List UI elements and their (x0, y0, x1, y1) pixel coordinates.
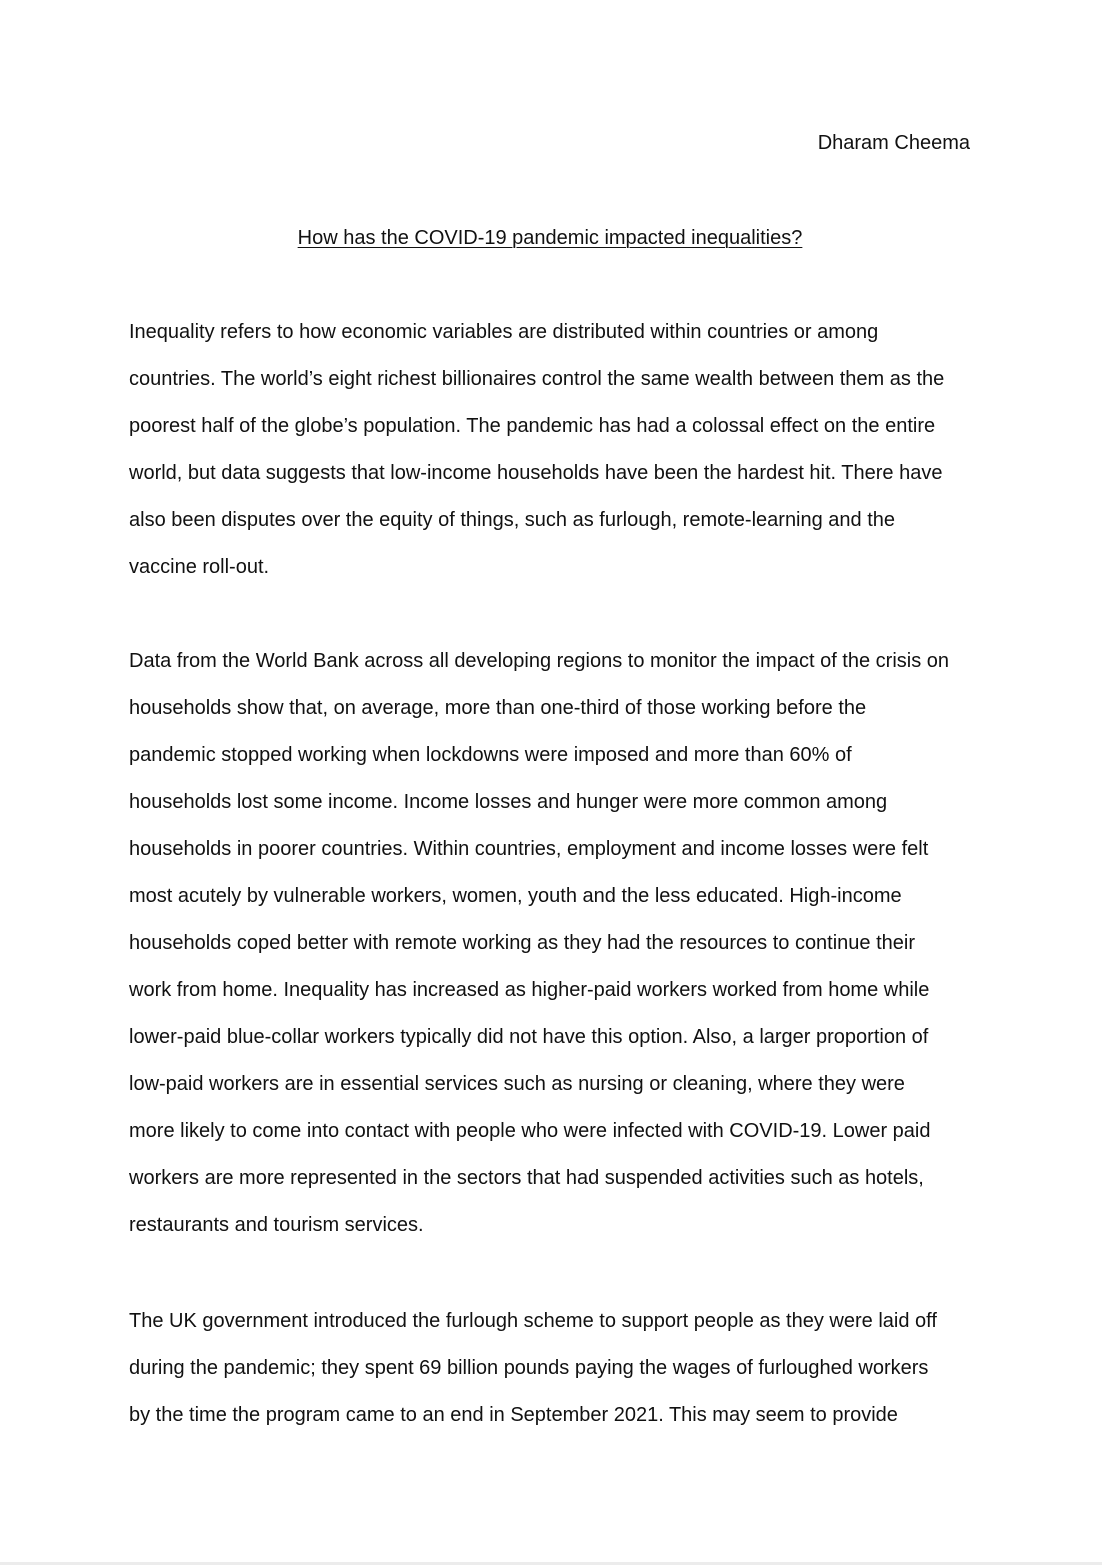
paragraph-line: vaccine roll-out. (129, 556, 270, 578)
paragraph-line: countries. The world’s eight richest billionaires control the same wealth between them as the (129, 368, 945, 390)
paragraph-1 (129, 318, 989, 600)
paragraph-line: work from home. Inequality has increased as higher-paid workers worked from home while (129, 979, 930, 1001)
paragraph-line: restaurants and tourism services. (129, 1214, 424, 1236)
paragraph-2 (129, 647, 989, 1258)
paragraph-line: low-paid workers are in essential services such as nursing or cleaning, where they were (129, 1073, 905, 1095)
author-name: Dharam Cheema (817, 132, 970, 154)
paragraph-line: world, but data suggests that low-income households have been the hardest hit. There have (129, 462, 943, 484)
document-title (0, 224, 1100, 252)
paragraph-line: Data from the World Bank across all developing regions to monitor the impact of the crisis on (129, 650, 950, 672)
paragraph-line: households in poorer countries. Within countries, employment and income losses were felt (129, 838, 929, 860)
paragraph-line: Inequality refers to how economic variables are distributed within countries or among (129, 321, 879, 343)
paragraph-line: also been disputes over the equity of things, such as furlough, remote-learning and the (129, 509, 896, 531)
paragraph-line: households coped better with remote working as they had the resources to continue their (129, 932, 916, 954)
paragraph-line: most acutely by vulnerable workers, women, youth and the less educated. High-income (129, 885, 902, 907)
paragraph-line: during the pandemic; they spent 69 billion pounds paying the wages of furloughed workers (129, 1357, 929, 1379)
paragraph-line: by the time the program came to an end in September 2021. This may seem to provide (129, 1404, 898, 1426)
paragraph-line: households lost some income. Income losses and hunger were more common among (129, 791, 888, 813)
document-title-text: How has the COVID-19 pandemic impacted inequalities? (297, 227, 803, 249)
paragraph-line: more likely to come into contact with people who were infected with COVID-19. Lower paid (129, 1120, 931, 1142)
paragraph-3 (129, 1307, 989, 1448)
paragraph-line: poorest half of the globe’s population. The pandemic has had a colossal effect on the entire (129, 415, 936, 437)
paragraph-line: workers are more represented in the sectors that had suspended activities such as hotels, (129, 1167, 924, 1189)
paragraph-line: The UK government introduced the furlough scheme to support people as they were laid off (129, 1310, 937, 1332)
paragraph-line: pandemic stopped working when lockdowns were imposed and more than 60% of (129, 744, 852, 766)
paragraph-line: lower-paid blue-collar workers typically did not have this option. Also, a larger proportion of (129, 1026, 929, 1048)
paragraph-line: households show that, on average, more than one-third of those working before the (129, 697, 867, 719)
